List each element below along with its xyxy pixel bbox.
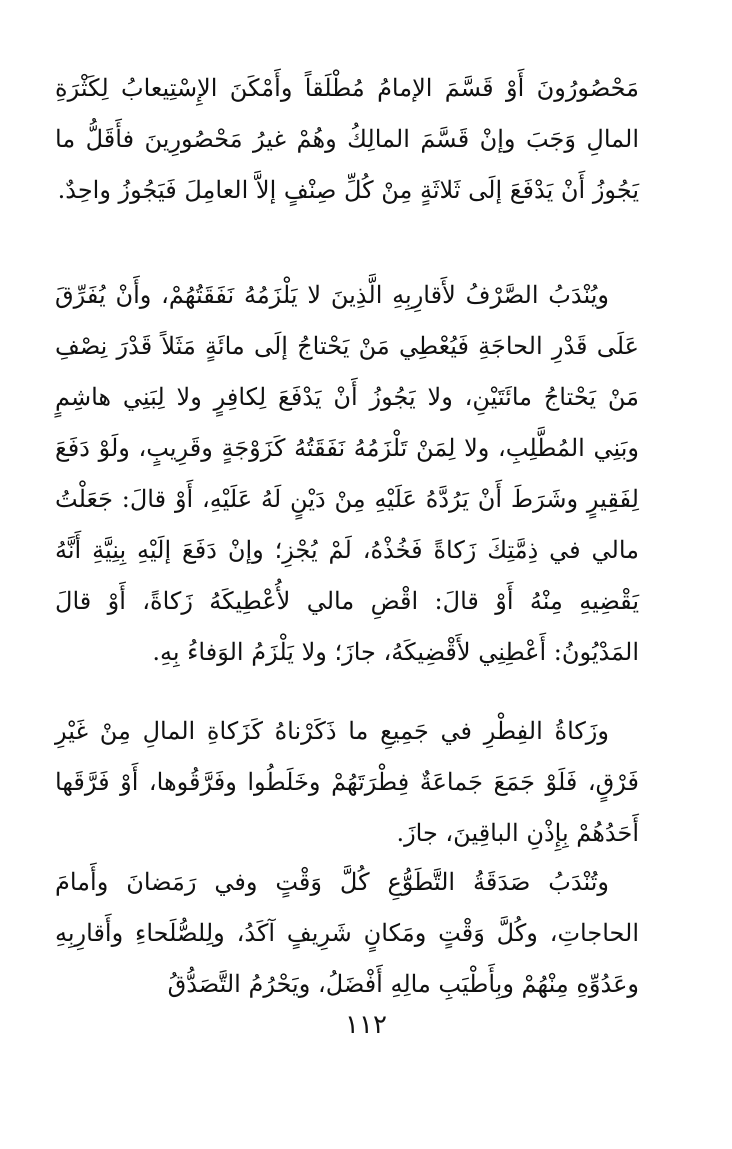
- paragraph-3: وزَكاةُ الفِطْرِ في جَمِيعِ ما ذَكَرْناهُ كَزَكاةِ المالِ مِنْ غَيْرِ فَرْقٍ، فَلَوْ جَمَعَ جَماعَةٌ فِطْرَتَهُمْ وخَلَطُوا وفَرَّقُوها، أَوْ فَرَّقَها أَحَدُهُمْ بِإِذْنِ الباقِينَ، جازَ.: [55, 717, 639, 847]
- paragraph-1: مَحْصُورُونَ أَوْ قَسَّمَ الإمامُ مُطْلَقاً وأَمْكَنَ الإِسْتِيعابُ لِكَثْرَةِ المالِ وَجَبَ وإنْ قَسَّمَ المالِكُ وهُمْ غيرُ مَحْصُورِينَ فأَقَلُّ ما يَجُوزُ أَنْ يَدْفَعَ إلَى ثَلاثَةٍ مِنْ كُلِّ صِنْفٍ إلاَّ العامِلَ فَيَجُوزُ واحِدٌ.: [55, 74, 640, 204]
- paragraph-4: وتُنْدَبُ صَدَقَةُ التَّطَوُّعِ كُلَّ وَقْتٍ وفي رَمَضانَ وأَمامَ الحاجاتِ، وكُلَّ وَقْتٍ ومَكانٍ شَرِيفٍ آكَدُ، ولِلصُّلَحاءِ وأَقارِبِهِ وعَدُوِّهِ مِنْهُمْ وبِأَطْيَبِ مالِهِ أَفْضَلُ، ويَحْرُمُ التَّصَدُّقُ: [55, 868, 639, 998]
- page-number: ١١٢: [345, 1010, 387, 1040]
- text-block-1: [55, 63, 639, 216]
- paragraph-2: ويُنْدَبُ الصَّرْفُ لأَقارِبِهِ الَّذِينَ لا يَلْزَمُهُ نَفَقَتُهُمْ، وأَنْ يُفَرِّقَ عَلَى قَدْرِ الحاجَةِ فَيُعْطِي مَنْ يَحْتاجُ إلَى مائَةٍ مَثَلاً قَدْرَ نِصْفِ مَنْ يَحْتاجُ مائَتَيْنِ، ولا يَجُوزُ أَنْ يَدْفَعَ لِكافِرٍ ولا لِبَنِي هاشِمٍ وبَنِي المُطَّلِبِ، ولا لِمَنْ تَلْزَمُهُ نَفَقَتُهُ كَزَوْجَةٍ وقَرِيبٍ، ولَوْ دَفَعَ لِفَقِيرٍ وشَرَطَ أَنْ يَرُدَّهُ عَلَيْهِ مِنْ دَيْنٍ لَهُ عَلَيْهِ، أَوْ قالَ: جَعَلْتُ مالي في ذِمَّتِكَ زَكاةً فَخُذْهُ، لَمْ يُجْزِ؛ وإنْ دَفَعَ إلَيْهِ بِنِيَّةِ أَنَّهُ يَقْضِيهِ مِنْهُ أَوْ قالَ: اقْضِ مالي لأُعْطِيكَهُ زَكاةً، أَوْ قالَ المَدْيُونُ: أَعْطِنِي لأَقْضِيكَهُ، جازَ؛ ولا يَلْزَمُ الوَفاءُ بِهِ.: [55, 281, 639, 666]
- text-block-2: [55, 270, 639, 678]
- text-block-4: [55, 857, 639, 1010]
- text-block-3: [55, 706, 639, 859]
